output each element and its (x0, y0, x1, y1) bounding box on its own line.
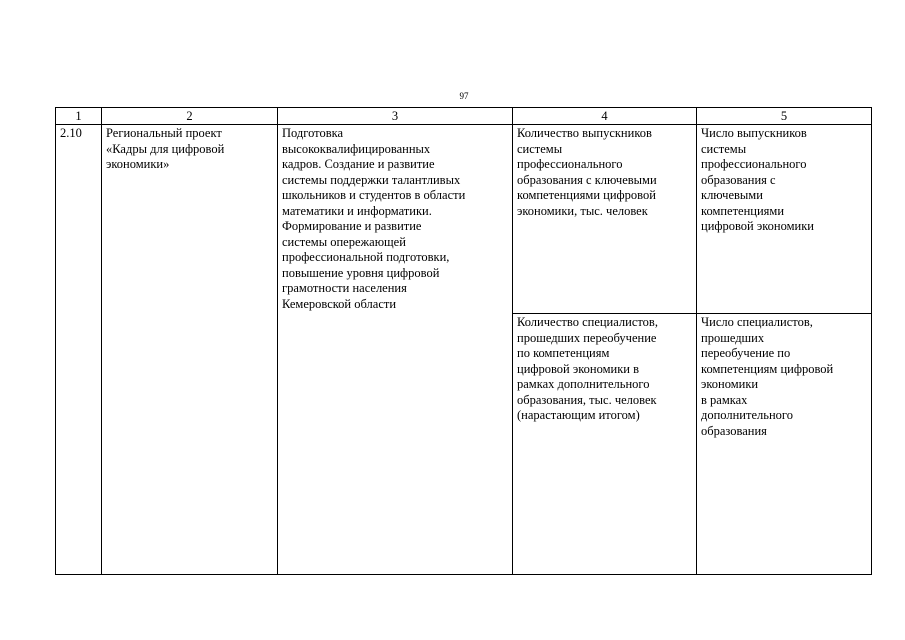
project-name-cell: Региональный проект «Кадры для цифровой экономики» (102, 125, 278, 575)
indicator-name-cell-1: Число выпускников системы профессионального образования с ключевыми компетенциями цифровой экономики (697, 125, 872, 314)
indicator-cell-1: Количество выпускников системы профессионального образования с ключевыми компетенциями цифровой экономики, тыс. человек (513, 125, 697, 314)
description-cell: Подготовка высококвалифицированных кадров. Создание и развитие системы поддержки талантливых школьников и студентов в области математики и информатики. Формирование и развитие системы опережающей профессиональной подготовки, повышение уровня цифровой грамотности населения Кемеровской области (278, 125, 513, 575)
table-header-row (56, 108, 872, 125)
column-header-3: 3 (278, 108, 513, 125)
indicator-cell-2: Количество специалистов, прошедших переобучение по компетенциям цифровой экономики в рамках дополнительного образования, тыс. человек (нарастающим итогом) (513, 314, 697, 575)
table-row (56, 125, 872, 314)
column-header-5: 5 (697, 108, 872, 125)
page-number: 97 (459, 91, 469, 101)
column-header-1: 1 (56, 108, 102, 125)
indicator-name-cell-2: Число специалистов, прошедших переобучение по компетенциям цифровой экономики в рамках дополнительного образования (697, 314, 872, 575)
column-header-4: 4 (513, 108, 697, 125)
row-number: 2.10 (56, 125, 102, 575)
column-header-2: 2 (102, 108, 278, 125)
indicators-table (55, 107, 872, 575)
